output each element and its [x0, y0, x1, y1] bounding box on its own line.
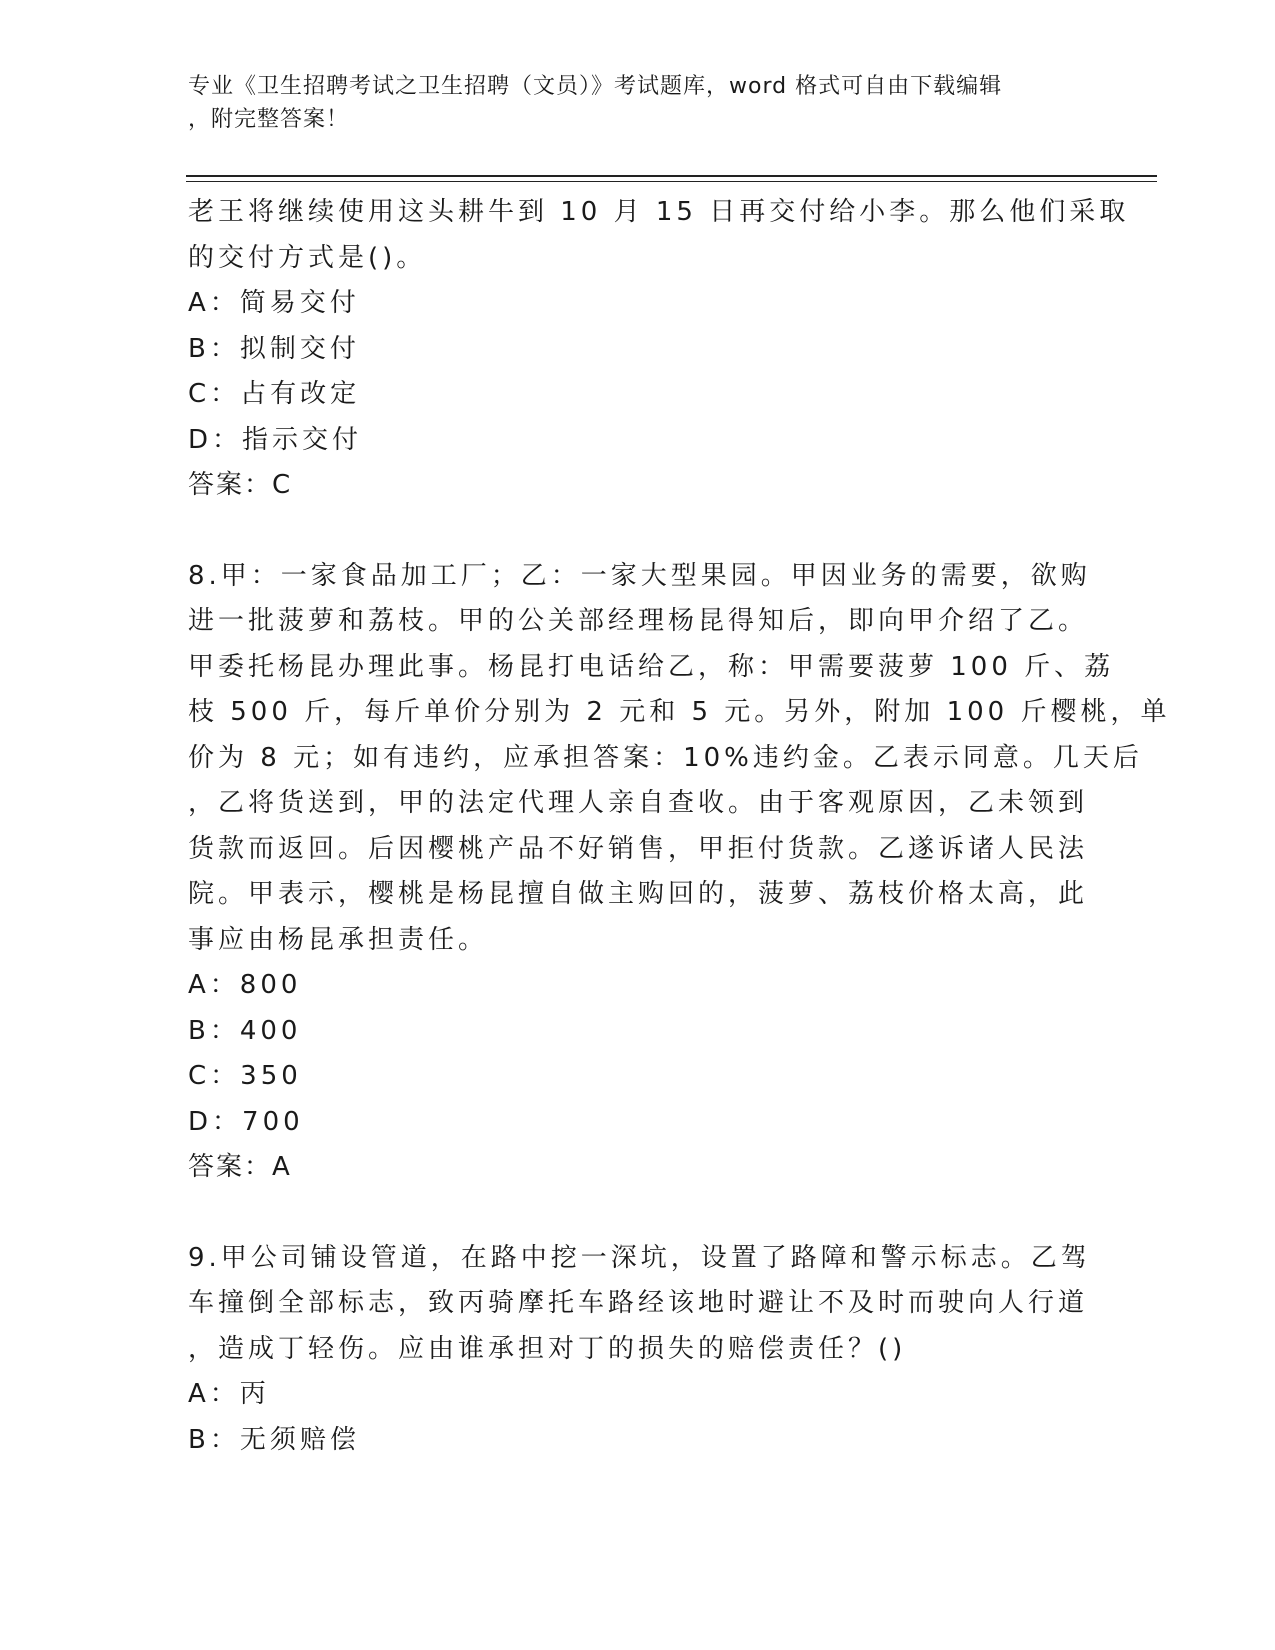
question-text-line: 甲委托杨昆办理此事。杨昆打电话给乙，称：甲需要菠萝 100 斤、荔	[188, 651, 1115, 682]
document-body	[188, 190, 1171, 1463]
answer-line: 答案：C	[188, 470, 293, 500]
answer-line: 答案：A	[188, 1152, 292, 1182]
header-line-1: 专业《卫生招聘考试之卫生招聘（文员）》考试题库，word 格式可自由下载编辑	[188, 74, 1003, 99]
option-a: A：丙	[188, 1379, 270, 1409]
question-9	[188, 1236, 1091, 1464]
option-a: A：简易交付	[188, 288, 360, 318]
header-divider-thick	[186, 175, 1157, 177]
question-spacer	[188, 509, 1088, 554]
question-8	[188, 554, 1171, 1191]
option-c: C：占有改定	[188, 379, 361, 409]
question-text-line: 9.甲公司铺设管道，在路中挖一深坑，设置了路障和警示标志。乙驾	[188, 1242, 1091, 1273]
question-text-line: 8.甲：一家食品加工厂；乙：一家大型果园。甲因业务的需要，欲购	[188, 560, 1091, 591]
option-d: D：指示交付	[188, 424, 363, 455]
question-text-line: 车撞倒全部标志，致丙骑摩托车路经该地时避让不及时而驶向人行道	[188, 1288, 1089, 1318]
question-7	[188, 190, 1130, 509]
option-b: B：400	[188, 1015, 302, 1046]
question-text-line: 的交付方式是()。	[188, 242, 427, 273]
header-divider-thin	[186, 181, 1157, 182]
option-c: C：350	[188, 1061, 302, 1091]
question-text-line: 进一批菠萝和荔枝。甲的公关部经理杨昆得知后，即向甲介绍了乙。	[188, 606, 1089, 636]
document-header	[188, 70, 1068, 136]
question-text-line: 老王将继续使用这头耕牛到 10 月 15 日再交付给小李。那么他们采取	[188, 197, 1130, 227]
question-text-line: 枝 500 斤，每斤单价分别为 2 元和 5 元。另外，附加 100 斤樱桃，单	[188, 697, 1171, 727]
option-b: B：拟制交付	[188, 333, 360, 364]
option-d: D：700	[188, 1106, 304, 1137]
option-a: A：800	[188, 970, 302, 1000]
question-spacer	[188, 1191, 1088, 1236]
header-line-2: ，附完整答案！	[188, 107, 350, 132]
question-text-line: 事应由杨昆承担责任。	[188, 924, 489, 955]
question-text-line: 货款而返回。后因樱桃产品不好销售，甲拒付货款。乙遂诉诸人民法	[188, 833, 1089, 864]
question-text-line: 院。甲表示，樱桃是杨昆擅自做主购回的，菠萝、荔枝价格太高，此	[188, 879, 1089, 909]
option-b: B：无须赔偿	[188, 1424, 360, 1455]
question-text-line: 价为 8 元；如有违约，应承担答案：10%违约金。乙表示同意。几天后	[188, 742, 1143, 773]
question-text-line: ，乙将货送到，甲的法定代理人亲自查收。由于客观原因，乙未领到	[188, 788, 1089, 818]
question-text-line: ，造成丁轻伤。应由谁承担对丁的损失的赔偿责任？()	[188, 1333, 907, 1364]
